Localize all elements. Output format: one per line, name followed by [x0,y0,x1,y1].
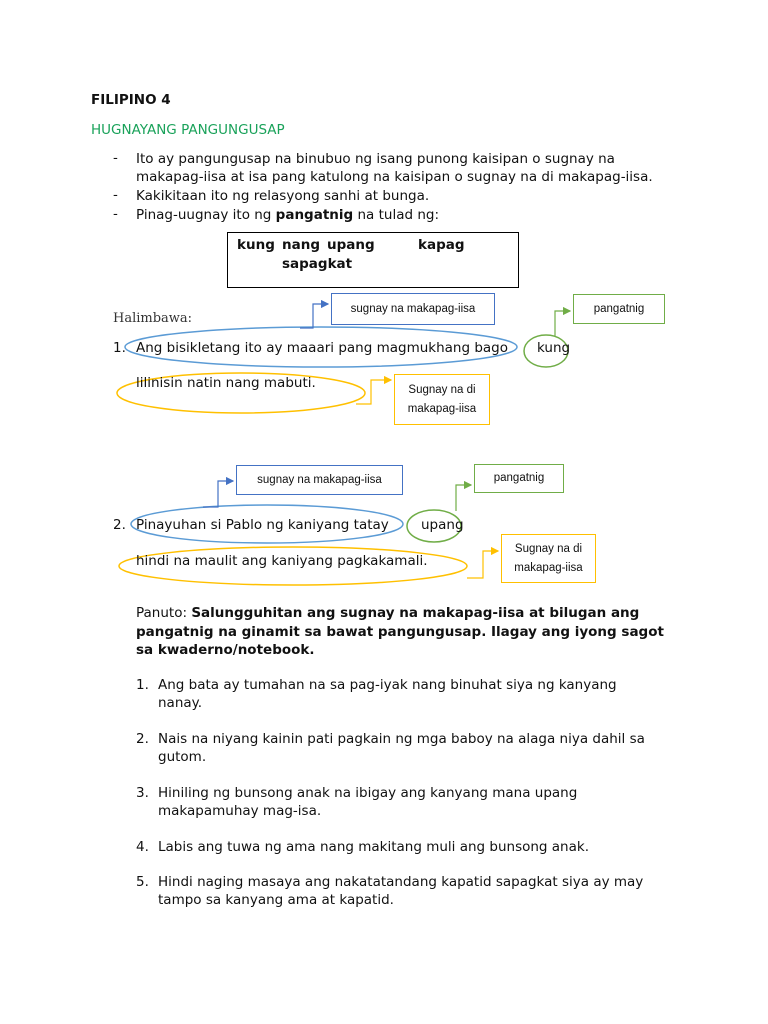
bullet-dash: - [113,150,118,166]
bullet-dash: - [113,206,118,222]
example-2-sub-clause: hindi na maulit ang kaniyang pagkakamali. [136,553,428,569]
section-heading: HUGNAYANG PANGUNGUSAP [91,122,285,138]
instructions-text-1: Salungguhitan ang sugnay na makapag-iisa at bilugan ang [191,605,640,621]
label-sub-clause-1-line-1: Sugnay na di [408,383,476,396]
conjunction-kung: kung [237,237,275,253]
example-2-main-clause: Pinayuhan si Pablo ng kaniyang tatay [136,517,389,533]
arrow-sub-1 [356,380,391,404]
example-1-sub-clause: lilinisin natin nang mabuti. [136,375,316,391]
exercise-5-line-1: Hindi naging masaya ang nakatatandang kapatid sapagkat siya ay may [158,874,644,890]
label-main-clause-2: sugnay na makapag-iisa [236,465,403,495]
label-sub-clause-1-line-2: makapag-iisa [407,402,477,415]
exercise-2-line-2: gutom. [158,749,207,765]
bullet-3-bold: pangatnig [275,207,354,223]
arrow-conj-2 [456,485,471,511]
arrow-main-1 [300,304,328,328]
exercise-1-line-2: nanay. [158,695,203,711]
label-main-clause-1: sugnay na makapag-iisa [331,293,495,325]
exercise-2-line-1: Nais na niyang kainin pati pagkain ng mga baboy na alaga niya dahil sa [158,731,645,747]
example-1-conjunction: kung [537,340,571,356]
label-sub-clause-1 [394,374,490,425]
exercise-5-line-2: tampo sa kanyang ama at kapatid. [158,892,394,908]
arrow-main-2 [203,481,233,507]
exercise-5-number: 5. [136,874,149,890]
bullet-3-before: Pinag-uugnay ito ng [136,207,276,223]
exercise-3-number: 3. [136,785,149,801]
label-sub-clause-2-line-2: makapag-iisa [514,561,583,574]
bullet-2: Kakikitaan ito ng relasyong sanhi at bunga. [136,188,430,204]
label-sub-clause-2 [501,534,596,583]
exercise-3-line-2: makapamuhay mag-isa. [158,803,322,819]
exercise-3-line-1: Hiniling ng bunsong anak na ibigay ang kanyang mana upang [158,785,578,801]
conjunction-upang: upang [327,237,375,253]
halimbawa-label: Halimbawa: [113,311,193,326]
bullet-3-after: na tulad ng: [353,207,440,223]
example-2-number: 2. [113,517,126,533]
exercise-4-number: 4. [136,839,149,855]
example-2-conjunction: upang [421,517,464,533]
example-1-number: 1. [113,340,126,356]
exercise-1-line-1: Ang bata ay tumahan na sa pag-iyak nang binuhat siya ng kanyang [158,677,617,693]
exercise-4-line-1: Labis ang tuwa ng ama nang makitang muli ang bunsong anak. [158,839,589,855]
example-1-main-clause: Ang bisikletang ito ay maaari pang magmukhang bago [136,340,509,356]
conjunction-nang: nang [282,237,320,253]
exercise-1-number: 1. [136,677,149,693]
instructions-line-3: sa kwaderno/notebook. [136,642,315,658]
bullet-1-line-2: makapag-iisa at isa pang katulong na kaisipan o sugnay na di makapag-iisa. [136,169,653,185]
conjunction-kapag: kapag [418,237,465,253]
bullet-dash: - [113,187,118,203]
exercise-2-number: 2. [136,731,149,747]
bullet-1-line-1: Ito ay pangungusap na binubuo ng isang punong kaisipan o sugnay na [136,151,615,167]
document-title: FILIPINO 4 [91,92,171,108]
instructions-label: Panuto: [136,605,192,621]
instructions-line-1 [136,604,639,623]
conjunction-sapagkat: sapagkat [282,256,353,272]
label-sub-clause-2-line-1: Sugnay na di [514,542,583,555]
instructions-line-2: pangatnig na ginamit sa bawat pangungusap. Ilagay ang iyong sagot [136,624,664,640]
label-conjunction-1: pangatnig [573,294,665,324]
label-conjunction-2: pangatnig [474,464,564,493]
arrow-conj-1 [555,311,570,336]
arrow-sub-2 [467,551,498,578]
